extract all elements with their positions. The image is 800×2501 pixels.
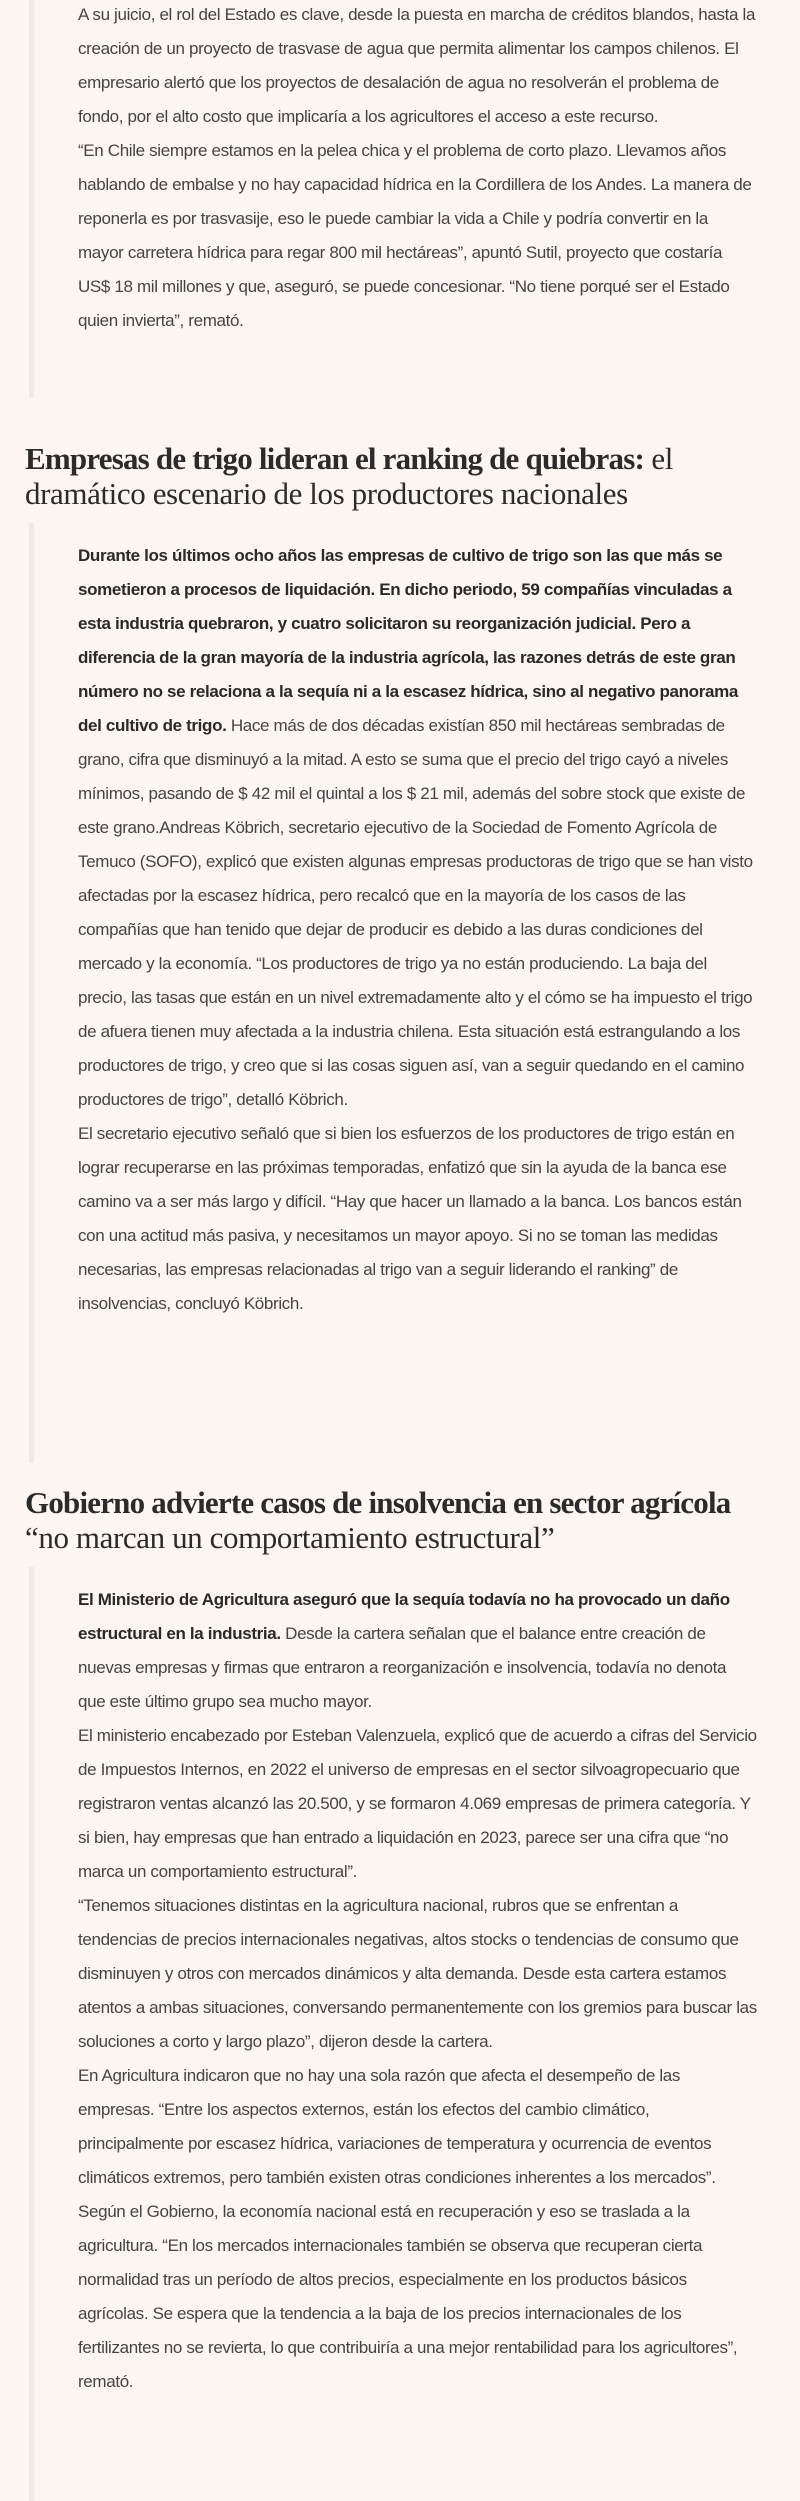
paragraph bbox=[78, 1583, 757, 1719]
lead-bold-text: El Ministerio de Agricultura aseguró que la sequía todavía no ha provocado un daño estructural en la industria. bbox=[78, 1590, 730, 1643]
lead-text: Desde la cartera señalan que el balance entre creación de nuevas empresas y firmas que entraron a reorganización e insolvencia, todavía no denota que este último grupo sea mucho mayor. bbox=[78, 1624, 727, 1711]
paragraph: A su juicio, el rol del Estado es clave, desde la puesta en marcha de créditos blandos, hasta la creación de un proyecto de trasvase de agua que permita alimentar los campos chilenos. El empresario alertó que los proyectos de desalación de agua no resolverán el problema de fondo, por el alto costo que implicaría a los agricultores el acceso a este recurso. bbox=[78, 5, 756, 126]
section-heading-government bbox=[25, 1485, 755, 1555]
paragraph: El secretario ejecutivo señaló que si bien los esfuerzos de los productores de trigo están en lograr recuperarse en las próximas temporadas, enfatizó que sin la ayuda de la banca ese camino va a ser más largo y difícil. “Hay que hacer un llamado a la banca. Los bancos están con una actitud más pasiva, y necesitamos un mayor apoyo. Si no se toman las medidas necesarias, las empresas relacionadas al trigo van a seguir liderando el ranking” de insolvencias, concluyó Köbrich. bbox=[78, 1124, 742, 1313]
paragraph: El ministerio encabezado por Esteban Valenzuela, explicó que de acuerdo a cifras del Servicio de Impuestos Internos, en 2022 el universo de empresas en el sector silvoagropecuario que registraron ventas alcanzó las 20.500, y se formaron 4.069 empresas de primera categoría. Y si bien, hay empresas que han entrado a liquidación en 2023, parece ser una cifra que “no marca un comportamiento estructural”. bbox=[78, 1726, 757, 1881]
quote-block-wheat bbox=[29, 523, 769, 1463]
paragraph: En Agricultura indicaron que no hay una sola razón que afecta el desempeño de las empresas. “Entre los aspectos externos, están los efectos del cambio climático, principalmente por escasez hídrica, variaciones de temperatura y ocurrencia de eventos climáticos extremos, pero también existen otras condiciones inherentes a los mercados”. Según el Gobierno, la economía nacional está en recuperación y eso se traslada a la agricultura. “En los mercados internacionales también se observa que recuperan cierta normalidad tras un período de altos precios, especialmente en los productos básicos agrícolas. Se espera que la tendencia a la baja de los precios internacionales de los fertilizantes no se revierta, lo que contribuiría a una mejor rentabilidad para los agricultores”, remató. bbox=[78, 2066, 738, 2391]
lead-bold-text: Durante los últimos ocho años las empresas de cultivo de trigo son las que más se sometieron a procesos de liquidación. En dicho periodo, 59 compañías vinculadas a esta industria quebraron, y cuatro solicitaron su reorganización judicial. Pero a diferencia de la gran mayoría de la industria agrícola, las razones detrás de este gran número no se relaciona a la sequía ni a la escasez hídrica, sino al negativo panorama del cultivo de trigo. bbox=[78, 546, 738, 735]
paragraph: “En Chile siempre estamos en la pelea chica y el problema de corto plazo. Llevamos años hablando de embalse y no hay capacidad hídrica en la Cordillera de los Andes. La manera de reponerla es por trasvasije, eso le puede cambiar la vida a Chile y podría convertir en la mayor carretera hídrica para regar 800 mil hectáreas”, apuntó Sutil, proyecto que costaría US$ 18 mil millones y que, aseguró, se puede concesionar. “No tiene porqué ser el Estado quien invierta”, remató. bbox=[78, 141, 752, 330]
heading-strong: Gobierno advierte casos de insolvencia en sector agrícola bbox=[25, 1485, 731, 1520]
heading-light: “no marcan un comportamiento estructural” bbox=[25, 1520, 555, 1555]
quote-block-intro bbox=[29, 0, 769, 398]
section-heading-wheat bbox=[25, 441, 755, 511]
paragraph bbox=[78, 539, 757, 1117]
quote-block-government bbox=[29, 1567, 769, 2501]
heading-light: el dramático escenario de los productores nacionales bbox=[25, 441, 673, 511]
paragraph: “Tenemos situaciones distintas en la agricultura nacional, rubros que se enfrentan a tendencias de precios internacionales negativas, altos stocks o tendencias de consumo que disminuyen y otros con mercados dinámicos y alta demanda. Desde esta cartera estamos atentos a ambas situaciones, conversando permanentemente con los gremios para buscar las soluciones a corto y largo plazo”, dijeron desde la cartera. bbox=[78, 1896, 757, 2051]
lead-text: Hace más de dos décadas existían 850 mil hectáreas sembradas de grano, cifra que disminuyó a la mitad. A esto se suma que el precio del trigo cayó a niveles mínimos, pasando de $ 42 mil el quintal a los $ 21 mil, además del sobre stock que existe de este grano.Andreas Köbrich, secretario ejecutivo de la Sociedad de Fomento Agrícola de Temuco (SOFO), explicó que existen algunas empresas productoras de trigo que se han visto afectadas por la escasez hídrica, pero recalcó que en la mayoría de los casos de las compañías que han tenido que dejar de producir es debido a las duras condiciones del mercado y la economía. “Los productores de trigo ya no están produciendo. La baja del precio, las tasas que están en un nivel extremadamente alto y el cómo se ha impuesto el trigo de afuera tienen muy afectada a la industria chilena. Esta situación está estrangulando a los productores de trigo, y creo que si las cosas siguen así, van a seguir quedando en el camino productores de trigo”, detalló Köbrich. bbox=[78, 716, 753, 1109]
heading-strong: Empresas de trigo lideran el ranking de quiebras: bbox=[25, 441, 645, 476]
